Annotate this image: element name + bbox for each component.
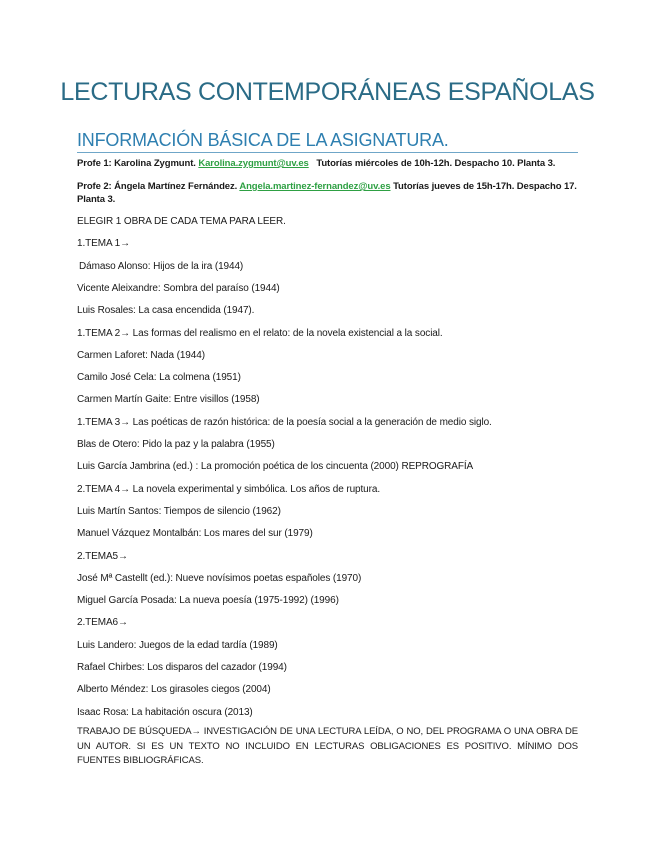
- reading-list-line: José Mª Castellt (ed.): Nueve novísimos poetas españoles (1970): [77, 572, 362, 584]
- reading-list-line: Luis Martín Santos: Tiempos de silencio (1962): [77, 505, 281, 517]
- reading-list-line: 2.TEMA6→: [77, 617, 128, 629]
- reading-list-line: Rafael Chirbes: Los disparos del cazador (1994): [77, 662, 287, 673]
- page-title: LECTURAS CONTEMPORÁNEAS ESPAÑOLAS: [60, 78, 595, 106]
- reading-list-line: Blas de Otero: Pido la paz y la palabra (1955): [77, 439, 275, 450]
- reading-list-line: Carmen Laforet: Nada (1944): [77, 349, 205, 361]
- reading-list-line: Miguel García Posada: La nueva poesía (1975-1992) (1996): [77, 595, 339, 607]
- profe-1-details: Tutorías miércoles de 10h-12h. Despacho 10. Planta 3.: [316, 158, 556, 169]
- reading-list-line: 1.TEMA 1→: [77, 238, 131, 250]
- reading-list-line: Vicente Aleixandre: Sombra del paraíso (1944): [77, 282, 280, 294]
- profe-1-email-link[interactable]: Karolina.zygmunt@uv.es: [198, 158, 309, 169]
- reading-list-line: ELEGIR 1 OBRA DE CADA TEMA PARA LEER.: [77, 216, 286, 227]
- reading-list-line: 1.TEMA 3→ Las poéticas de razón histórica: de la poesía social a la generación de medio siglo.: [77, 416, 492, 428]
- profe-2-info: [77, 180, 578, 194]
- profe-2-details-cont: Planta 3.: [77, 194, 116, 205]
- profe-2-email-link[interactable]: Angela.martinez-fernandez@uv.es: [239, 181, 391, 192]
- final-paragraph: TRABAJO DE BÚSQUEDA→ INVESTIGACIÓN DE UNA LECTURA LEÍDA, O NO, DEL PROGRAMA O UNA OBRA DE UN AUTOR. SI ES UN TEXTO NO INCLUIDO EN LECTURAS OBLIGACIONES ES POSITIVO. MÍNIMO DOS FUENTES BIBLIOGRÁFICAS.: [77, 726, 578, 766]
- reading-list-line: Luis Landero: Juegos de la edad tardía (1989): [77, 639, 278, 651]
- reading-list-line: 2.TEMA 4→ La novela experimental y simbólica. Los años de ruptura.: [77, 483, 381, 495]
- profe-1-info: [77, 157, 578, 171]
- reading-list-line: 1.TEMA 2→ Las formas del realismo en el relato: de la novela existencial a la social.: [77, 327, 443, 339]
- profe-1-name: Profe 1: Karolina Zygmunt.: [77, 158, 196, 169]
- reading-list-line: Dámaso Alonso: Hijos de la ira (1944): [79, 260, 244, 272]
- reading-list-line: Isaac Rosa: La habitación oscura (2013): [77, 706, 253, 718]
- profe-2-details: Tutorías jueves de 15h-17h. Despacho 17.: [393, 181, 577, 192]
- reading-list-line: Camilo José Cela: La colmena (1951): [77, 372, 241, 384]
- reading-list-line: Manuel Vázquez Montalbán: Los mares del sur (1979): [77, 528, 313, 540]
- reading-list-line: Carmen Martín Gaite: Entre visillos (1958): [77, 394, 260, 406]
- heading-underline: [77, 152, 578, 153]
- reading-list-line: Luis Rosales: La casa encendida (1947).: [77, 305, 255, 317]
- profe-2-name: Profe 2: Ángela Martínez Fernández.: [77, 181, 238, 192]
- reading-list-line: 2.TEMA5→: [77, 550, 128, 562]
- reading-list-line: Luis García Jambrina (ed.) : La promoción poética de los cincuenta (2000) REPROGRAFÍA: [77, 461, 474, 473]
- section-heading: INFORMACIÓN BÁSICA DE LA ASIGNATURA.: [77, 130, 449, 150]
- reading-list-line: Alberto Méndez: Los girasoles ciegos (2004): [77, 684, 271, 696]
